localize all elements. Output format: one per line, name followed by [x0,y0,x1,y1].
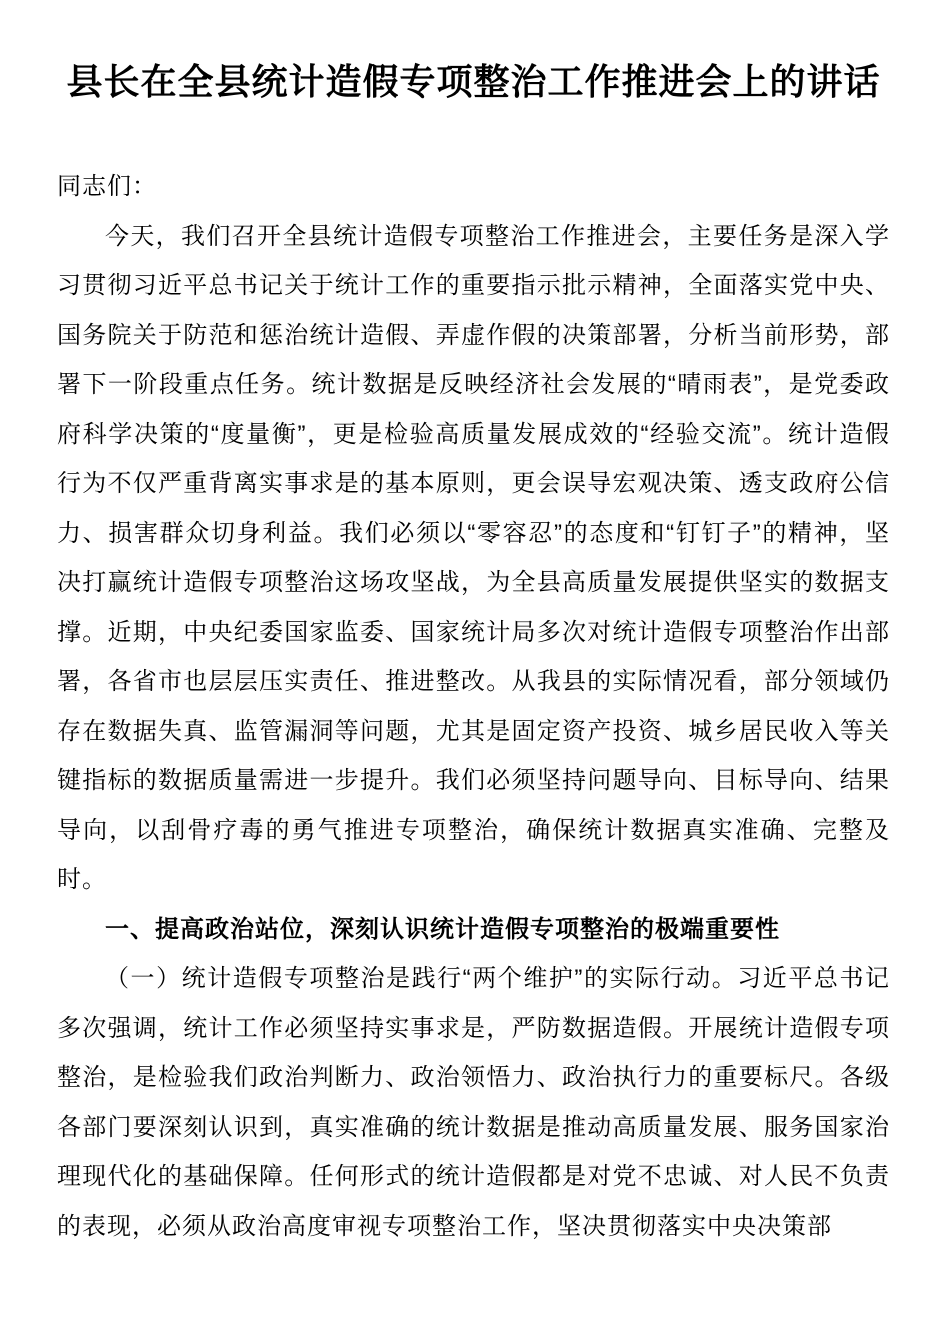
salutation: 同志们： [57,173,157,200]
paragraph-intro: 今天，我们召开全县统计造假专项整治工作推进会，主要任务是深入学习贯彻习近平总书记关于统计工作的重要指示批示精神，全面落实党中央、国务院关于防范和惩治统计造假、弄虚作假的决策部署，分析当前形势，部署下一阶段重点任务。统计数据是反映经济社会发展的“晴雨表”，是党委政府科学决策的“度量衡”，更是检验高质量发展成效的“经验交流”。统计造假行为不仅严重背离实事求是的基本原则，更会误导宏观决策、透支政府公信力、损害群众切身利益。我们必须以“零容忍”的态度和“钉钉子”的精神，坚决打赢统计造假专项整治这场攻坚战，为全县高质量发展提供坚实的数据支撑。近期，中央纪委国家监委、国家统计局多次对统计造假专项整治作出部署，各省市也层层压实责任、推进整改。从我县的实际情况看，部分领域仍存在数据失真、监管漏洞等问题，尤其是固定资产投资、城乡居民收入等关键指标的数据质量需进一步提升。我们必须坚持问题导向、目标导向、结果导向，以刮骨疗毒的勇气推进专项整治，确保统计数据真实准确、完整及时。 [57,222,890,893]
document-body [57,162,890,1251]
document-title: 县长在全县统计造假专项整治工作推进会上的讲话 [66,61,881,102]
section-heading-1: 一、提高政治站位，深刻认识统计造假专项整治的极端重要性 [105,915,780,943]
paragraph-section-1-item-1: （一）统计造假专项整治是践行“两个维护”的实际行动。习近平总书记多次强调，统计工作必须坚持实事求是，严防数据造假。开展统计造假专项整治，是检验我们政治判断力、政治领悟力、政治执行力的重要标尺。各级各部门要深刻认识到，真实准确的统计数据是推动高质量发展、服务国家治理现代化的基础保障。任何形式的统计造假都是对党不忠诚、对人民不负责的表现，必须从政治高度审视专项整治工作，坚决贯彻落实中央决策部 [57,965,890,1240]
